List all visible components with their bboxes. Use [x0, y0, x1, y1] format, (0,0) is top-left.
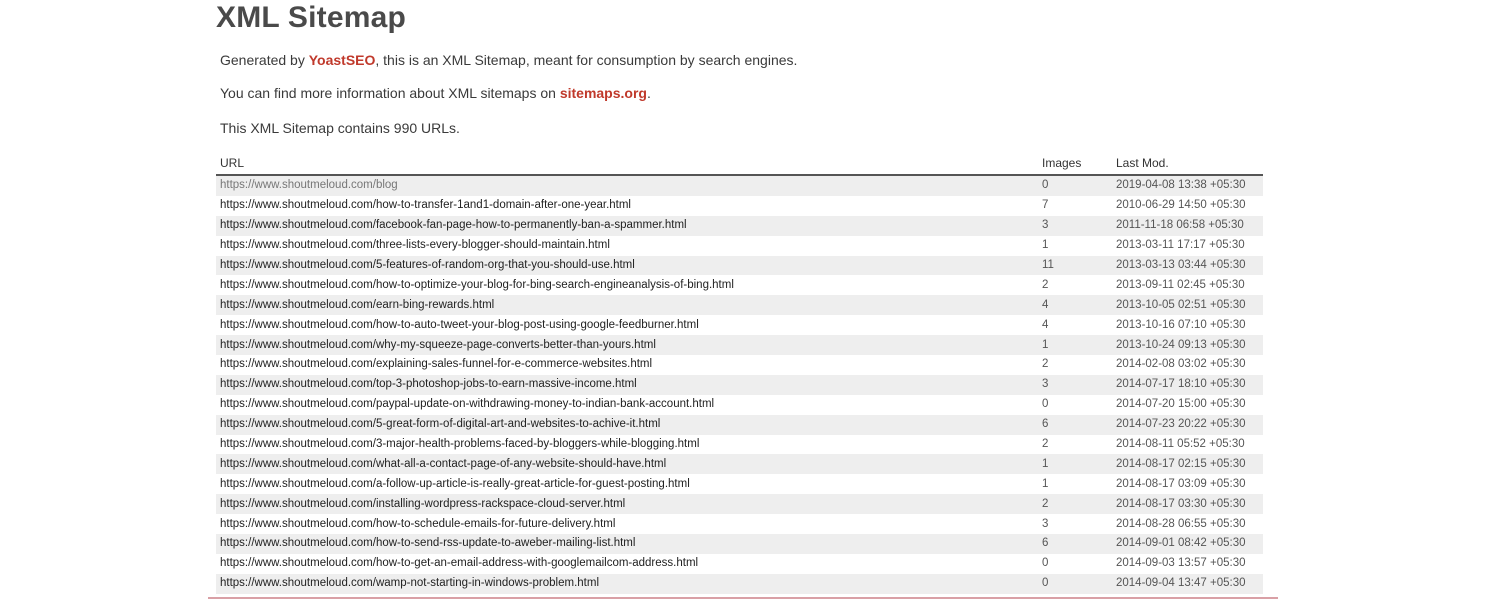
url-cell — [216, 435, 1038, 455]
images-count-cell: 1 — [1038, 335, 1112, 355]
intro-more-info — [220, 84, 651, 102]
last-modified-cell: 2014-09-04 13:47 +05:30 — [1112, 574, 1263, 594]
intro-text: , this is an XML Sitemap, meant for consumption by search engines. — [375, 52, 798, 68]
last-modified-cell: 2014-08-17 03:09 +05:30 — [1112, 474, 1263, 494]
last-modified-cell: 2014-07-17 18:10 +05:30 — [1112, 375, 1263, 395]
last-modified-cell: 2013-10-24 09:13 +05:30 — [1112, 335, 1263, 355]
table-row — [216, 574, 1263, 594]
url-link[interactable]: https://www.shoutmeloud.com/how-to-optimize-your-blog-for-bing-search-engineanalysis-of-bing.html — [220, 278, 734, 291]
last-modified-cell: 2013-10-05 02:51 +05:30 — [1112, 295, 1263, 315]
intro-text: You can find more information about XML sitemaps on — [220, 85, 560, 101]
table-row — [216, 534, 1263, 554]
images-count-cell: 2 — [1038, 494, 1112, 514]
last-modified-cell: 2013-10-16 07:10 +05:30 — [1112, 315, 1263, 335]
url-link[interactable]: https://www.shoutmeloud.com/three-lists-every-blogger-should-maintain.html — [220, 239, 610, 252]
url-cell — [216, 554, 1038, 574]
url-cell — [216, 275, 1038, 295]
url-link[interactable]: https://www.shoutmeloud.com/facebook-fan-page-how-to-permanently-ban-a-spammer.html — [220, 219, 687, 232]
images-count-cell: 3 — [1038, 514, 1112, 534]
table-row — [216, 256, 1263, 276]
sitemaps-org-link[interactable]: sitemaps.org — [559, 85, 647, 101]
url-cell — [216, 454, 1038, 474]
last-modified-cell: 2019-04-08 13:38 +05:30 — [1112, 175, 1263, 196]
url-link[interactable]: https://www.shoutmeloud.com/how-to-get-an-email-address-with-googlemailcom-address.html — [220, 557, 699, 570]
url-link[interactable]: https://www.shoutmeloud.com/paypal-update-on-withdrawing-money-to-indian-bank-account.html — [220, 398, 715, 411]
images-count-cell: 0 — [1038, 175, 1112, 196]
table-row — [216, 175, 1263, 196]
bottom-divider — [208, 597, 1278, 599]
images-count-cell: 1 — [1038, 474, 1112, 494]
url-cell — [216, 196, 1038, 216]
images-count-cell: 4 — [1038, 315, 1112, 335]
table-row — [216, 335, 1263, 355]
images-count-cell: 6 — [1038, 415, 1112, 435]
column-header-lastmod: Last Mod. — [1112, 155, 1263, 175]
table-row — [216, 236, 1263, 256]
url-link[interactable]: https://www.shoutmeloud.com/explaining-sales-funnel-for-e-commerce-websites.html — [220, 358, 653, 371]
url-link[interactable]: https://www.shoutmeloud.com/how-to-schedule-emails-for-future-delivery.html — [220, 517, 616, 530]
url-cell — [216, 355, 1038, 375]
url-link[interactable]: https://www.shoutmeloud.com/5-great-form-of-digital-art-and-websites-to-achive-it.html — [220, 418, 661, 431]
table-body — [216, 175, 1263, 594]
images-count-cell: 4 — [1038, 295, 1112, 315]
url-cell — [216, 256, 1038, 276]
url-link[interactable]: https://www.shoutmeloud.com/why-my-squeeze-page-converts-better-than-yours.html — [220, 338, 656, 351]
url-link[interactable]: https://www.shoutmeloud.com/installing-wordpress-rackspace-cloud-server.html — [220, 497, 626, 510]
images-count-cell: 2 — [1038, 355, 1112, 375]
url-cell — [216, 534, 1038, 554]
last-modified-cell: 2014-08-17 03:30 +05:30 — [1112, 494, 1263, 514]
url-link[interactable]: https://www.shoutmeloud.com/what-all-a-contact-page-of-any-website-should-have.html — [220, 457, 667, 470]
last-modified-cell: 2014-08-28 06:55 +05:30 — [1112, 514, 1263, 534]
url-link[interactable]: https://www.shoutmeloud.com/a-follow-up-article-is-really-great-article-for-guest-posting.html — [220, 477, 690, 490]
images-count-cell: 0 — [1038, 554, 1112, 574]
url-cell — [216, 236, 1038, 256]
last-modified-cell: 2013-09-11 02:45 +05:30 — [1112, 275, 1263, 295]
images-count-cell: 2 — [1038, 275, 1112, 295]
table-row — [216, 415, 1263, 435]
column-header-url: URL — [216, 155, 1038, 175]
table-row — [216, 514, 1263, 534]
images-count-cell: 0 — [1038, 395, 1112, 415]
images-count-cell: 1 — [1038, 236, 1112, 256]
yoastseo-link[interactable]: YoastSEO — [308, 52, 376, 68]
url-cell — [216, 216, 1038, 236]
url-cell — [216, 375, 1038, 395]
table-row — [216, 275, 1263, 295]
url-cell — [216, 295, 1038, 315]
intro-text: . — [646, 85, 651, 101]
last-modified-cell: 2013-03-11 17:17 +05:30 — [1112, 236, 1263, 256]
images-count-cell: 3 — [1038, 375, 1112, 395]
url-link[interactable]: https://www.shoutmeloud.com/how-to-auto-tweet-your-blog-post-using-google-feedburner.html — [220, 318, 699, 331]
url-cell — [216, 175, 1038, 196]
url-cell — [216, 574, 1038, 594]
images-count-cell: 1 — [1038, 454, 1112, 474]
last-modified-cell: 2014-09-01 08:42 +05:30 — [1112, 534, 1263, 554]
images-count-cell: 11 — [1038, 256, 1112, 276]
last-modified-cell: 2014-07-20 15:00 +05:30 — [1112, 395, 1263, 415]
url-link[interactable]: https://www.shoutmeloud.com/wamp-not-starting-in-windows-problem.html — [220, 577, 600, 590]
url-link[interactable]: https://www.shoutmeloud.com/how-to-send-rss-update-to-aweber-mailing-list.html — [220, 537, 636, 550]
page-title: XML Sitemap — [216, 1, 407, 34]
images-count-cell: 2 — [1038, 435, 1112, 455]
sitemap-table — [216, 155, 1263, 594]
table-row — [216, 435, 1263, 455]
images-count-cell: 7 — [1038, 196, 1112, 216]
last-modified-cell: 2014-09-03 13:57 +05:30 — [1112, 554, 1263, 574]
url-cell — [216, 395, 1038, 415]
table-row — [216, 355, 1263, 375]
url-link[interactable]: https://www.shoutmeloud.com/3-major-health-problems-faced-by-bloggers-while-blogging.html — [220, 438, 700, 451]
table-row — [216, 474, 1263, 494]
intro-generated-by — [220, 51, 797, 69]
table-row — [216, 216, 1263, 236]
last-modified-cell: 2014-08-11 05:52 +05:30 — [1112, 435, 1263, 455]
images-count-cell: 0 — [1038, 574, 1112, 594]
table-row — [216, 315, 1263, 335]
last-modified-cell: 2014-02-08 03:02 +05:30 — [1112, 355, 1263, 375]
images-count-cell: 6 — [1038, 534, 1112, 554]
table-row — [216, 395, 1263, 415]
url-cell — [216, 315, 1038, 335]
url-cell — [216, 514, 1038, 534]
table-row — [216, 196, 1263, 216]
table-row — [216, 554, 1263, 574]
table-row — [216, 494, 1263, 514]
images-count-cell: 3 — [1038, 216, 1112, 236]
table-header-row — [216, 155, 1263, 175]
last-modified-cell: 2014-08-17 02:15 +05:30 — [1112, 454, 1263, 474]
url-link[interactable]: https://www.shoutmeloud.com/5-features-of-random-org-that-you-should-use.html — [220, 259, 635, 271]
url-link[interactable]: https://www.shoutmeloud.com/how-to-transfer-1and1-domain-after-one-year.html — [220, 199, 631, 212]
column-header-images: Images — [1038, 155, 1112, 175]
last-modified-cell: 2014-07-23 20:22 +05:30 — [1112, 415, 1263, 435]
url-cell — [216, 474, 1038, 494]
url-link[interactable]: https://www.shoutmeloud.com/earn-bing-rewards.html — [220, 298, 495, 311]
url-count-text: This XML Sitemap contains 990 URLs. — [220, 120, 460, 136]
url-cell — [216, 415, 1038, 435]
url-link[interactable]: https://www.shoutmeloud.com/top-3-photoshop-jobs-to-earn-massive-income.html — [220, 378, 637, 391]
table-row — [216, 454, 1263, 474]
last-modified-cell: 2013-03-13 03:44 +05:30 — [1112, 256, 1263, 276]
table-row — [216, 295, 1263, 315]
url-cell — [216, 335, 1038, 355]
url-link[interactable]: https://www.shoutmeloud.com/blog — [220, 179, 398, 192]
last-modified-cell: 2011-11-18 06:58 +05:30 — [1112, 216, 1263, 236]
intro-text: Generated by — [220, 52, 309, 68]
last-modified-cell: 2010-06-29 14:50 +05:30 — [1112, 196, 1263, 216]
url-cell — [216, 494, 1038, 514]
table-row — [216, 375, 1263, 395]
